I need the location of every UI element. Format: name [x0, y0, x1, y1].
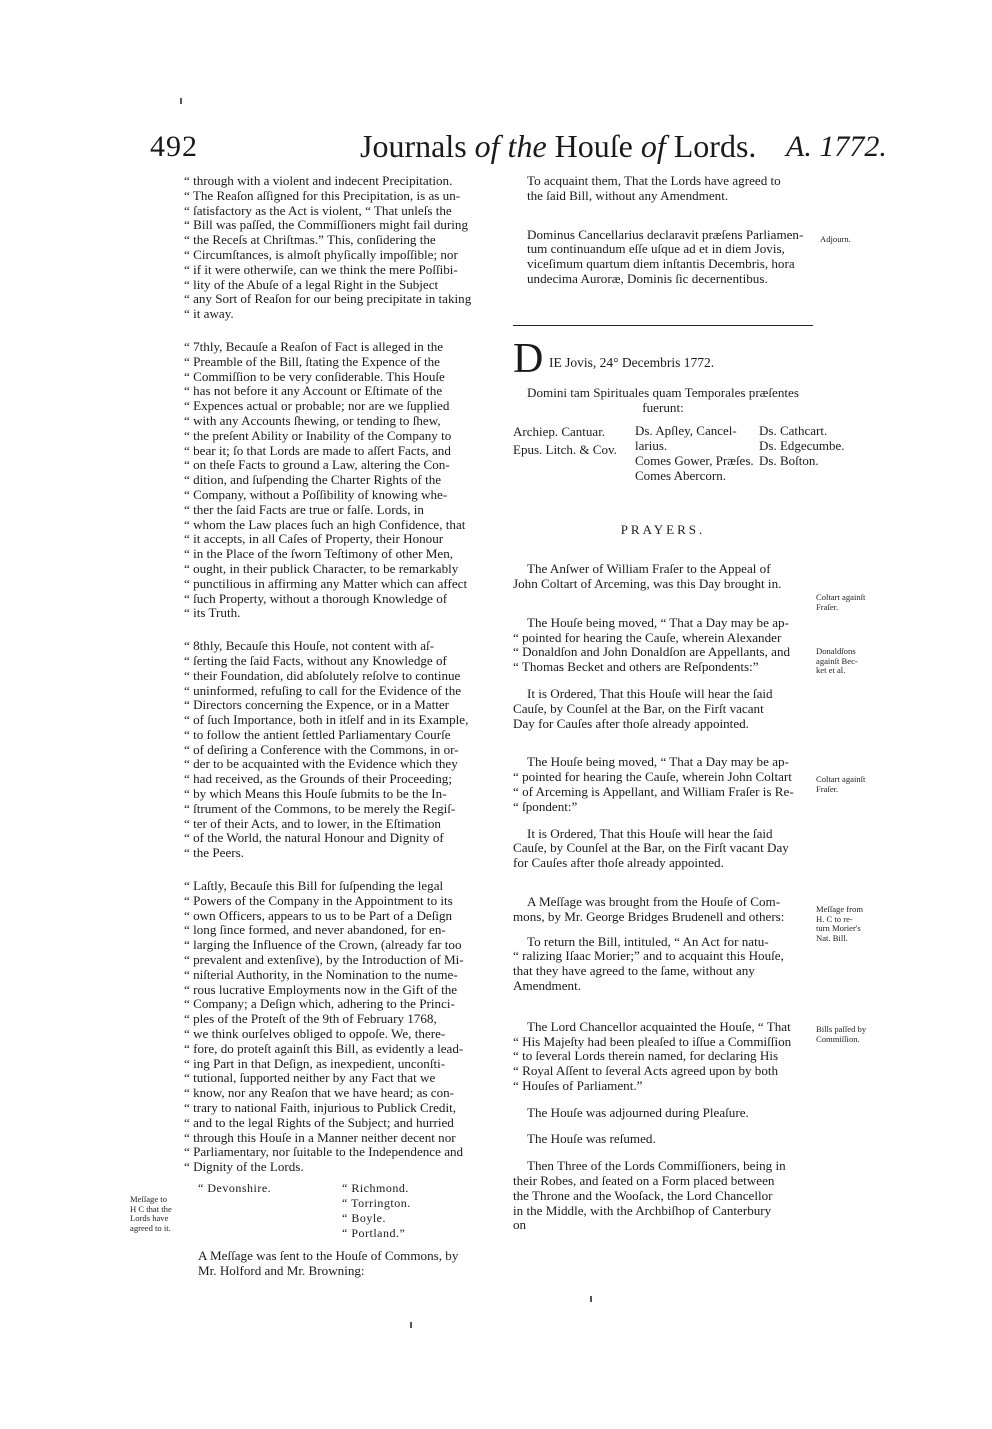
text-line: “ whom the Law places ſuch an high Confidence, that: [184, 516, 466, 532]
attendance-spiritual: [513, 423, 617, 459]
text-line: “ Preamble of the Bill, ſtating the Expence of the: [184, 353, 440, 369]
text-line: “ lity of the Abuſe of a legal Right in the Subject: [184, 276, 439, 292]
page-number: 492: [150, 130, 198, 163]
text-line: Commiſſion.: [816, 1033, 860, 1044]
text-line: “ Directors concerning the Expence, or in a Matter: [184, 697, 450, 713]
title-of: of: [640, 128, 666, 164]
text-line: “ of deſiring a Conference with the Commons, in or-: [184, 741, 459, 757]
text-line: To acquaint them, That the Lords have agreed to: [527, 173, 781, 188]
text-line: “ in the Place of the ſworn Teſtimony of other Men,: [184, 546, 454, 562]
text-line: “ its Truth.: [184, 605, 241, 621]
text-line: “ niſterial Authority, in the Nomination to the nume-: [184, 966, 458, 982]
text-line: “ punctilious in affirming any Matter which can affect: [184, 575, 468, 591]
text-line: Comes Abercorn.: [635, 468, 726, 484]
page-year: A. 1772.: [786, 130, 887, 163]
attendance-list: [513, 423, 845, 513]
signatures: [184, 1181, 507, 1239]
journal-entry: [513, 562, 813, 592]
journal-entry: [513, 1106, 813, 1121]
text-line: The Anſwer of William Fraſer to the Appeal of: [527, 561, 771, 577]
text-line: on: [513, 1217, 527, 1233]
text-line: “ to ſeveral Lords therein named, for declaring His: [513, 1048, 779, 1064]
adjourn-paragraph: [513, 228, 813, 287]
attendance-temporal-1: [635, 423, 754, 483]
text-line: agreed to it.: [130, 1222, 171, 1233]
text-line: the Throne and the Wooſack, the Lord Chancellor: [513, 1187, 773, 1203]
margin-note-adjourn: Adjourn.: [820, 234, 851, 244]
section-divider: [513, 325, 813, 326]
text-line: The Houſe was reſumed.: [527, 1131, 656, 1147]
margin-note-coltart-2: [816, 775, 865, 794]
text-line: “ of ſuch Importance, both in itſelf and in its Example,: [184, 712, 469, 728]
text-line: “ and to the legal Rights of the Subject; and hurried: [184, 1114, 454, 1130]
text-line: againſt Bec-: [816, 655, 858, 666]
text-line: “ Boyle.: [342, 1211, 386, 1225]
margin-note-message-from: [816, 905, 863, 943]
margin-note-donaldsons: [816, 647, 858, 676]
text-line: Archiep. Cantuar.: [513, 424, 606, 440]
text-line: the ſaid Bill, without any Amendment.: [527, 187, 729, 203]
text-line: “ Company, without a Poſſibility of knowing whe-: [184, 486, 448, 502]
text-line: for Cauſes after thoſe already appointed.: [513, 855, 724, 871]
text-line: “ any Sort of Reaſon for our being precipitate in taking: [184, 291, 472, 307]
text-line: larius.: [635, 438, 668, 454]
text-line: in the Middle, with the Archbiſhop of Canterbury: [513, 1202, 772, 1218]
text-line: Then Three of the Lords Commiſſioners, being in: [527, 1158, 786, 1174]
text-line: Fraſer.: [816, 783, 839, 794]
title-house: Houſe: [554, 128, 633, 164]
journal-entry: [513, 895, 813, 925]
text-line: “ had received, as the Grounds of their Proceeding;: [184, 771, 452, 787]
text-line: To return the Bill, intituled, “ An Act for natu-: [527, 933, 769, 949]
text-line: that they have agreed to the ſame, without any: [513, 963, 755, 979]
title-lords: Lords.: [673, 128, 757, 164]
text-line: Comes Gower, Præſes.: [635, 453, 754, 469]
text-line: It is Ordered, That this Houſe will hear the ſaid: [527, 685, 773, 701]
acquaint-paragraph: [513, 174, 813, 204]
text-line: “ their Foundation, did abſolutely reſolve to continue: [184, 667, 461, 683]
text-line: Meſſage to: [130, 1194, 167, 1204]
text-line: “ bear it; ſo that Lords are made to aſſert Facts, and: [184, 442, 451, 458]
text-line: “ Expences actual or probable; nor are we ſupplied: [184, 398, 450, 414]
text-line: “ pointed for hearing the Cauſe, wherein Alexander: [513, 629, 782, 645]
protest-paragraph-1: [184, 174, 507, 322]
text-line: mons, by Mr. George Bridges Brudenell and others:: [513, 908, 785, 924]
text-line: “ Company; a Deſign which, adhering to the Princi-: [184, 996, 455, 1012]
left-column: [184, 174, 507, 1279]
text-line: “ the Peers.: [184, 845, 244, 861]
session-date: [513, 335, 813, 386]
text-line: “ uninformed, refuſing to call for the Evidence of the: [184, 682, 462, 698]
text-line: “ ing Part in that Deſign, as inexpedient, unconſti-: [184, 1055, 446, 1071]
text-line: “ to follow the antient ſettled Parliamentary Courſe: [184, 726, 451, 742]
attendance-temporal-2: [759, 423, 845, 468]
text-line: “ own Officers, appears to us to be Part of a Deſign: [184, 907, 453, 923]
text-line: “ through this Houſe in a Manner neither decent nor: [184, 1129, 456, 1145]
text-line: “ Houſes of Parliament.”: [513, 1077, 643, 1093]
text-line: “ fore, do proteſt againſt this Bill, as evidently a lead-: [184, 1040, 464, 1056]
message-to-commons: [184, 1249, 507, 1279]
text-line: Meſſage from: [816, 904, 864, 914]
text-line: “ ter of their Acts, and to lower, in the Eſtimation: [184, 815, 441, 831]
text-line: “ ralizing Iſaac Morier;” and to acquaint this Houſe,: [513, 948, 784, 964]
text-line: undecima Auroræ, Dominis ſic decernentibus.: [527, 270, 768, 286]
page-title: [360, 128, 756, 165]
text-line: “ The Reaſon aſſigned for this Precipitation, is as un-: [184, 187, 461, 203]
text-line: “ on theſe Facts to ground a Law, altering the Con-: [184, 457, 450, 473]
text-line: It is Ordered, That this Houſe will hear the ſaid: [527, 825, 773, 841]
text-line: “ ſerting the ſaid Facts, without any Knowledge of: [184, 652, 447, 668]
text-line: “ ther the ſaid Facts are true or falſe. Lords, in: [184, 501, 424, 517]
journal-entry: [513, 755, 813, 814]
text-line: Donaldſons: [816, 646, 856, 656]
text-line: tum continuandum eſſe uſque ad et in diem Jovis,: [527, 241, 785, 257]
journal-entry: [513, 935, 813, 994]
text-line: “ Commiſſion to be very conſiderable. This Houſe: [184, 368, 445, 384]
text-line: “ ſatisfactory as the Act is violent, “ That unleſs the: [184, 202, 452, 218]
text-line: “ Portland.”: [342, 1226, 406, 1240]
text-line: “ 7thly, Becauſe a Reaſon of Fact is alleged in the: [184, 338, 444, 354]
prayers-heading: PRAYERS.: [620, 522, 706, 538]
text-line: their Robes, and ſeated on a Form placed between: [513, 1173, 775, 1189]
text-line: “ ſuch Property, without a thorough Knowledge of: [184, 590, 448, 606]
text-line: “ prevalent and extenſive), by the Introduction of Mi-: [184, 952, 464, 968]
signature-list: [342, 1181, 411, 1241]
margin-note-bills-passed: [816, 1025, 866, 1044]
text-line: Lords have: [130, 1213, 169, 1223]
text-line: H. C to re-: [816, 913, 853, 924]
text-line: “ Powers of the Company in the Appointment to its: [184, 892, 453, 908]
text-line: “ Richmond.: [342, 1181, 409, 1195]
journal-entry: [513, 1159, 813, 1233]
margin-note-coltart-1: [816, 593, 865, 612]
text-line: H C that the: [130, 1203, 172, 1214]
text-line: “ of Arceming is Appellant, and William Fraſer is Re-: [513, 783, 794, 799]
text-line: Nat. Bill.: [816, 932, 848, 943]
print-mark: [410, 1322, 412, 1328]
text-line: “ ples of the Proteſt of the 9th of February 1768,: [184, 1011, 437, 1027]
text-line: The Lord Chancellor acquainted the Houſe, “ That: [527, 1018, 791, 1034]
text-line: “ pointed for hearing the Cauſe, wherein John Coltart: [513, 769, 792, 785]
protest-paragraph-lastly: [184, 879, 507, 1175]
text-line: “ long ſince formed, and never abandoned, for en-: [184, 922, 446, 938]
text-line: fuerunt:: [642, 399, 684, 415]
text-line: Day for Cauſes after thoſe already appointed.: [513, 715, 749, 731]
entries: [513, 562, 813, 1233]
text-line: “ the preſent Ability or Inability of the Company to: [184, 427, 452, 443]
text-line: Bills paſſed by: [816, 1024, 867, 1034]
journal-entry: [513, 1132, 813, 1147]
text-line: A Meſſage was ſent to the Houſe of Commons, by: [198, 1248, 459, 1263]
text-line: “ ſpondent:”: [513, 798, 578, 814]
text-line: A Meſſage was brought from the Houſe of Com-: [527, 893, 781, 909]
text-line: “ it away.: [184, 306, 234, 322]
text-line: “ Circumſtances, is almoſt phyſically impoſſible; nor: [184, 246, 458, 262]
text-line: Amendment.: [513, 977, 582, 993]
text-line: “ if it were otherwiſe, can we think the mere Poſſibi-: [184, 261, 458, 277]
margin-note-message-to: [130, 1195, 172, 1233]
text-line: Ds. Apſley, Cancel-: [635, 423, 737, 439]
text-line: Epus. Litch. & Cov.: [513, 442, 617, 458]
text-line: “ tutional, ſupported neither by any Fact that we: [184, 1070, 436, 1086]
protest-paragraph-8thly: [184, 639, 507, 861]
text-line: “ Laſtly, Becauſe this Bill for ſuſpending the legal: [184, 878, 444, 894]
text-line: “ trary to national Faith, injurious to Publick Credit,: [184, 1100, 457, 1116]
text-line: Domini tam Spirituales quam Temporales præſentes: [527, 384, 799, 400]
text-line: “ Dignity of the Lords.: [184, 1159, 304, 1175]
protest-paragraph-7thly: [184, 340, 507, 621]
text-line: “ der to be acquainted with the Evidence which they: [184, 756, 458, 772]
text-line: Cauſe, by Counſel at the Bar, on the Firſt vacant Day: [513, 840, 789, 856]
session-date-text: IE Jovis, 24° Decembris 1772.: [549, 354, 715, 370]
text-line: Coltart againſt: [816, 774, 866, 784]
drop-cap: D: [513, 335, 544, 382]
text-line: “ larging the Influence of the Crown, (already far too: [184, 937, 462, 953]
text-line: “ Thomas Becket and others are Reſpondents:”: [513, 659, 759, 675]
text-line: viceſimum quartum diem inſtantis Decembris, hora: [527, 256, 795, 272]
journal-entry: [513, 1020, 813, 1094]
title-of-the: of the: [474, 128, 547, 164]
text-line: “ of the World, the natural Honour and Dignity of: [184, 830, 444, 846]
text-line: John Coltart of Arceming, was this Day brought in.: [513, 575, 782, 591]
text-line: “ Torrington.: [342, 1196, 411, 1210]
domini-present: [513, 386, 813, 416]
text-line: “ know, nor any Reaſon that we have heard; as con-: [184, 1085, 455, 1101]
text-line: turn Morier's: [816, 923, 861, 933]
text-line: “ 8thly, Becauſe this Houſe, not content with aſ-: [184, 638, 435, 654]
text-line: The Houſe was adjourned during Pleaſure.: [527, 1104, 749, 1120]
text-line: “ with any Accounts ſhewing, or tending to ſhew,: [184, 412, 441, 428]
text-line: “ through with a violent and indecent Precipitation.: [184, 173, 453, 188]
text-line: “ rous lucrative Employments now in the Gift of the: [184, 981, 458, 997]
journal-entry: [513, 827, 813, 871]
text-line: “ Parliamentary, nor ſuitable to the Independence and: [184, 1144, 464, 1160]
text-line: Cauſe, by Counſel at the Bar, on the Firſt vacant: [513, 700, 764, 716]
text-line: “ it accepts, in all Caſes of Property, their Honour: [184, 531, 444, 547]
text-line: Ds. Boſton.: [759, 453, 819, 469]
text-line: “ we think ourſelves obliged to oppoſe. We, there-: [184, 1026, 446, 1042]
text-line: “ the Receſs at Chriſtmas.” This, conſidering the: [184, 232, 436, 248]
text-line: “ dition, and ſuſpending the Charter Rights of the: [184, 472, 442, 488]
text-line: The Houſe being moved, “ That a Day may be ap-: [527, 614, 789, 630]
text-line: Ds. Edgecumbe.: [759, 438, 845, 454]
print-mark: [590, 1296, 592, 1302]
text-line: “ by which Means this Houſe ſubmits to be the In-: [184, 786, 447, 802]
text-line: “ ſtrument of the Commons, to be merely the Regiſ-: [184, 800, 456, 816]
print-mark: [180, 98, 182, 104]
text-line: Fraſer.: [816, 601, 839, 612]
text-line: The Houſe being moved, “ That a Day may be ap-: [527, 754, 789, 770]
text-line: Ds. Cathcart.: [759, 423, 828, 439]
text-line: “ ought, in their publick Character, to be remarkably: [184, 560, 459, 576]
journal-entry: [513, 687, 813, 731]
text-line: ket et al.: [816, 665, 846, 675]
text-line: Coltart againſt: [816, 592, 866, 602]
title-journals: Journals: [360, 128, 467, 164]
text-line: “ Royal Aſſent to ſeveral Acts agreed upon by both: [513, 1063, 779, 1079]
text-line: Dominus Cancellarius declaravit præſens Parliamen-: [527, 226, 804, 242]
text-line: Mr. Holford and Mr. Browning:: [198, 1262, 365, 1278]
text-line: “ Bill was paſſed, the Commiſſioners might fail during: [184, 217, 469, 233]
text-line: “ His Majeſty had been pleaſed to iſſue a Commiſſion: [513, 1033, 792, 1049]
journal-entry: [513, 616, 813, 675]
text-line: “ has not before it any Account or Eſtimate of the: [184, 383, 443, 399]
text-line: “ Donaldſon and John Donaldſon are Appellants, and: [513, 644, 791, 660]
signature-devonshire: “ Devonshire.: [198, 1181, 272, 1195]
